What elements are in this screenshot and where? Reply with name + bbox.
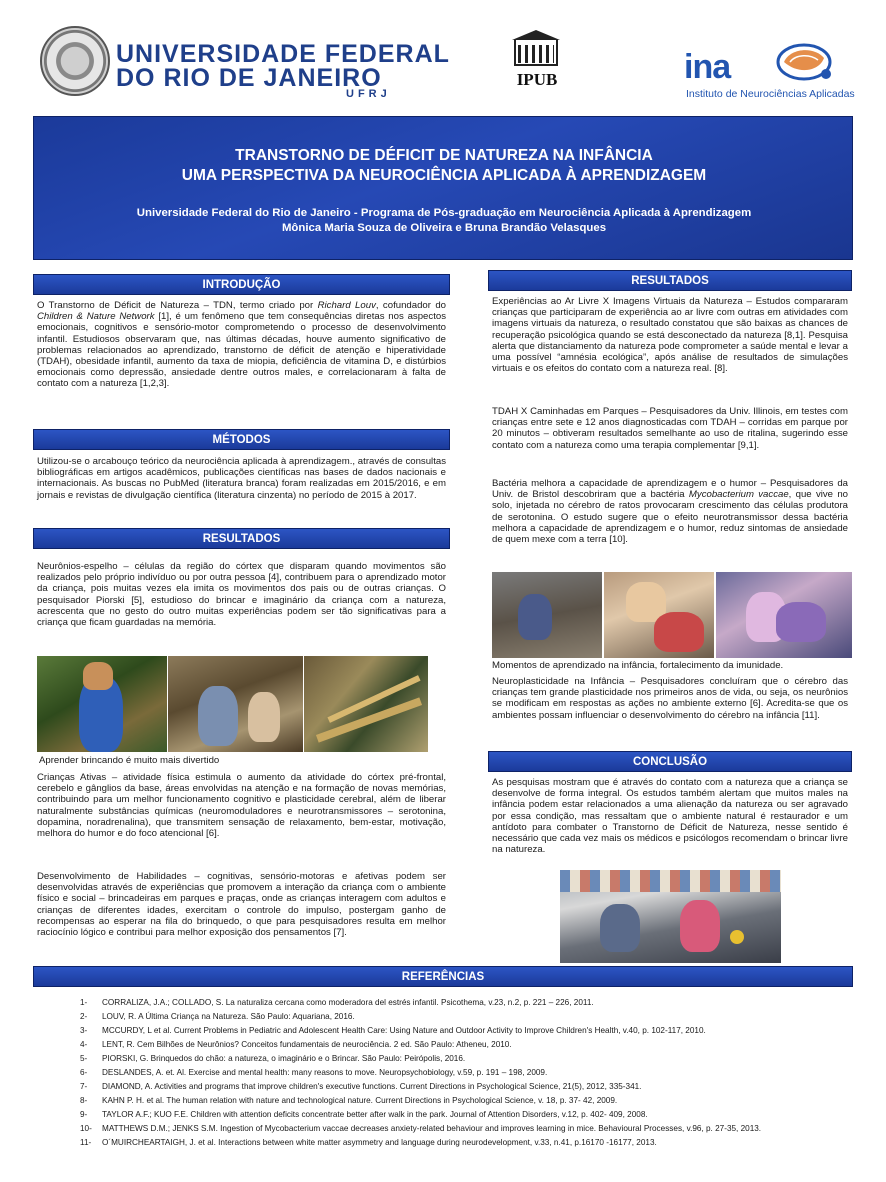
reference-item: 10- MATTHEWS D.M.; JENKS S.M. Ingestion of Mycobacterium vaccae decreases anxiety-related behaviour and improves learning in mice. Behavioural Processes, v.96, p. 27-35, 2013. [80, 1124, 762, 1133]
poster-title-line1: TRANSTORNO DE DÉFICIT DE NATUREZA NA INFÂNCIA [235, 147, 653, 164]
poster-title-line2: UMA PERSPECTIVA DA NEUROCIÊNCIA APLICADA À APRENDIZAGEM [181, 167, 707, 184]
ina-brain-icon [770, 40, 840, 86]
section-header-conclusao: CONCLUSÃO [488, 751, 852, 772]
photo-baby-reading [604, 572, 714, 658]
section-label-introducao: INTRODUÇÃO [202, 279, 281, 291]
bacteria-species: Mycobacterium vaccae [688, 489, 789, 501]
reference-item: 3- MCCURDY, L et al. Current Problems in Pediatric and Adolescent Health Care: Using Nature and Outdoor Activity to Improve Children's Health, v.40, p. 102-117, 2010. [80, 1026, 706, 1035]
ipub-columns-icon [518, 45, 554, 63]
photo-child-exploring [716, 572, 852, 658]
intro-text [37, 300, 446, 390]
results-left-mirror-neurons: Neurônios-espelho – células da região do córtex que disparam quando movimentos são realizados pelo próprio indivíduo ou por outra pessoa [4], contribuem para o aprendizado motor da criança, pois muitas vezes ela imita os movimentos dos pais ou de outras crianças. O pesquisador Piorski [5], estudioso do brincar e imaginário da criança com a natureza, acrescenta que no gesto do outro muitas experiências podem ser tão significativas para a criança que ficam guardadas na memória. [37, 561, 446, 629]
photo-child-forest [37, 656, 167, 752]
ina-logo-text: ina [684, 48, 731, 86]
ina-subtitle: Instituto de Neurociências Aplicadas [686, 88, 855, 100]
ufrj-name-line1: UNIVERSIDADE FEDERAL [116, 40, 450, 68]
results-right-neuroplasticity: Neuroplasticidade na Infância – Pesquisadores concluíram que o cérebro das crianças tem grande plasticidade nos primeiros anos de vida, ou seja, os neurônios se modificam em respostas as ações no ambiente externo [6]. Acredita-se que os ambientes possam influenciar o desenvolvimento do cérebro na infância [11]. [492, 676, 848, 721]
section-header-introducao [33, 274, 450, 295]
reference-item: 5- PIORSKI, G. Brinquedos do chão: a natureza, o imaginário e o Brincar. São Paulo: Peirópolis, 2016. [80, 1054, 466, 1063]
intro-text-b: , cofundador do [375, 300, 446, 311]
intro-text-c: [1], é um fenômeno que tem consequências diretas nos aspectos emocionais, cognitivos e sensório-motor comprometendo o processo de desenvolvimento infantil. Estudiosos observaram que, nas últimas décadas, houve aumento significativo de problemas relacionados ao aprendizado, transtorno de déficit de atenção e hiperatividade (TDAH), obesidade infantil, aumento da taxa de miopia, deficiência de vitamina D, e distúrbios emocionais como depressão, ansiedade dentre outros males, e correlacionaram à falta de contato com a natureza [1,2,3]. [37, 311, 446, 390]
results-left-photo-caption: Aprender brincando é muito mais divertido [39, 755, 220, 766]
section-header-resultados-right: RESULTADOS [488, 270, 852, 291]
reference-item: 7- DIAMOND, A. Activities and programs that improve children's executive functions. Current Directions in Psychological Science, 21(5), 2012, 335-341. [80, 1082, 642, 1091]
intro-text-a: O Transtorno de Déficit de Natureza – TDN, termo criado por [37, 300, 314, 311]
bacteria-text-a: Bactéria melhora a capacidade de aprendizagem e o humor – Pesquisadores da Univ. de Bristol descobriram que a bactéria [492, 478, 848, 501]
photo-toddlers-playing [560, 870, 781, 963]
results-right-outdoor-vs-virtual: Experiências ao Ar Livre X Imagens Virtuais da Natureza – Estudos compararam crianças que participaram de experiência ao ar livre com outras em atividades com imagens virtuais da natureza, o resultado constatou que são baixas as chances de recuperação psicológica quando se está desconectado da natureza [8,1]. Pesquisa alerta que distanciamento da natureza pode comprometer a saúde mental e levar a uma possível “amnésia ecológica”, após análise de resultados de simulações virtuais e os efeitos do contato com a natureza real. [8]. [492, 296, 848, 375]
ufrj-name-line2: DO RIO DE JANEIRO [116, 64, 382, 92]
photo-children-playing [168, 656, 303, 752]
results-right-photo-caption: Momentos de aprendizado na infância, fortalecimento da imunidade. [492, 660, 784, 671]
reference-item: 6- DESLANDES, A. et. Al. Exercise and mental health: many reasons to move. Neuropsychobiology, v.59, p. 191 – 198, 2009. [80, 1068, 548, 1077]
results-right-bacteria [492, 478, 848, 545]
header-logos [0, 0, 886, 115]
intro-organization: Children & Nature Network [37, 311, 155, 323]
reference-item: 11- O´MUIRCHEARTAIGH, J. et al. Interactions between white matter asymmetry and language during neurodevelopment, v.33, n.41, p.16170 -16177, 2013. [80, 1138, 657, 1147]
ipub-logo-text: IPUB [516, 70, 558, 89]
methods-text: Utilizou-se o arcabouço teórico da neurociência aplicada à aprendizagem., através de consultas bibliográficas em artigos acadêmicos, publicações científicas nas bases de dados nacionais e internacionais. As buscas no PubMed (literatura branca) foram realizadas em 2015/2016, e em jornais e revistas de divulgação científica (literatura cinzenta) no período de 2015 à 2017. [37, 456, 446, 501]
results-right-adhd-parks: TDAH X Caminhadas em Parques – Pesquisadores da Univ. Illinois, em testes com crianças entre sete e 12 anos diagnosticadas com TDAH – corridas em parque por 20 minutos – obtiveram resultados semelhante ao uso de ritalina, sugerindo esse contato com a natureza como uma terapia complementar [9,1]. [492, 406, 848, 451]
reference-item: 8- KAHN P. H. et al. The human relation with nature and technological nature. Current Directions in Psychological Science, v. 18, p. 37- 42, 2009. [80, 1096, 618, 1105]
ufrj-abbreviation: UFRJ [346, 88, 391, 100]
photo-hands-soil [492, 572, 602, 658]
ufrj-seal-logo [40, 26, 110, 96]
results-left-active-children: Crianças Ativas – atividade física estimula o aumento da atividade do córtex pré-frontal, cerebelo e gânglios da base, áreas envolvidas na atenção e na formação de novas memórias, contribuindo para um melhor funcionamento cognitivo e plasticidade cerebral, além de liberar naturalmente substâncias químicas (neuromoduladores e neurotransmissores – serotonina, dopamina, noradrenalina), que transmitem sensação de relaxamento, bem-estar, motivação, melhora do humor e do foco atencional [6]. [37, 772, 446, 840]
section-header-referencias: REFERÊNCIAS [33, 966, 853, 987]
reference-item: 4- LENT, R. Cem Bilhões de Neurônios? Conceitos fundamentais de neurociência. 2 ed. São Paulo: Atheneu, 2010. [80, 1040, 512, 1049]
title-banner [33, 116, 853, 260]
section-header-metodos: MÉTODOS [33, 429, 450, 450]
conclusion-text: As pesquisas mostram que é através do contato com a natureza que a criança se desenvolve de forma integral. Os estudos também alertam que muitos males na infância podem estar relacionados a uma alienação da natureza ou ser agravado por essa condição, mas ressaltam que o ambiente natural é restaurador e um antídoto para combater o Transtorno de Déficit de Natureza, nesse sentido é necessário que cada vez mais os médicos e psicólogos recomendam o brincar livre na natureza. [492, 777, 848, 856]
bacteria-text-b: , que vive no solo, injetada no cérebro de ratos provocaram crescimento das células produtora de serotonina. O estudo sugere que o efeito neurotransmissor dessa bactéria melhora a capacidade de aprendizagem e o humor, reduz sintomas de ansiedade de quem mexe com a terra [10]. [492, 489, 848, 546]
section-header-resultados-left: RESULTADOS [33, 528, 450, 549]
poster-institution: Universidade Federal do Rio de Janeiro - Programa de Pós-graduação em Neurociência Aplicada à Aprendizagem [136, 207, 752, 219]
reference-item: 9- TAYLOR A.F.; KUO F.E. Children with attention deficits concentrate better after walk in the park. Journal of Attention Disorders, v.12, p. 402- 409, 2008. [80, 1110, 648, 1119]
reference-item: 1- CORRALIZA, J.A.; COLLADO, S. La naturaliza cercana como moderadora del estrés infantil. Psicothema, v.23, n.2, p. 221 – 226, 2011. [80, 998, 594, 1007]
results-left-skills: Desenvolvimento de Habilidades – cognitivas, sensório-motoras e afetivas podem ser desenvolvidas através de experiências que promovem a interação da criança com o ambiente físico e social – brincadeiras em parques e praças, onde as crianças interagem com adultos e crianças de diferentes idades, exercitam o controle do impulso, postergam ganho de recompensas ao esperar na fila do brinquedo, o que para pesquisadores resulta em melhor raciocínio lógico e contribui para melhor exposição dos pensamentos [7]. [37, 871, 446, 939]
intro-author: Richard Louv [317, 300, 376, 311]
reference-item: 2- LOUV, R. A Última Criança na Natureza. São Paulo: Aquariana, 2016. [80, 1012, 355, 1021]
photo-playground [304, 656, 428, 752]
poster-authors: Mônica Maria Souza de Oliveira e Bruna Brandão Velasques [281, 222, 607, 234]
